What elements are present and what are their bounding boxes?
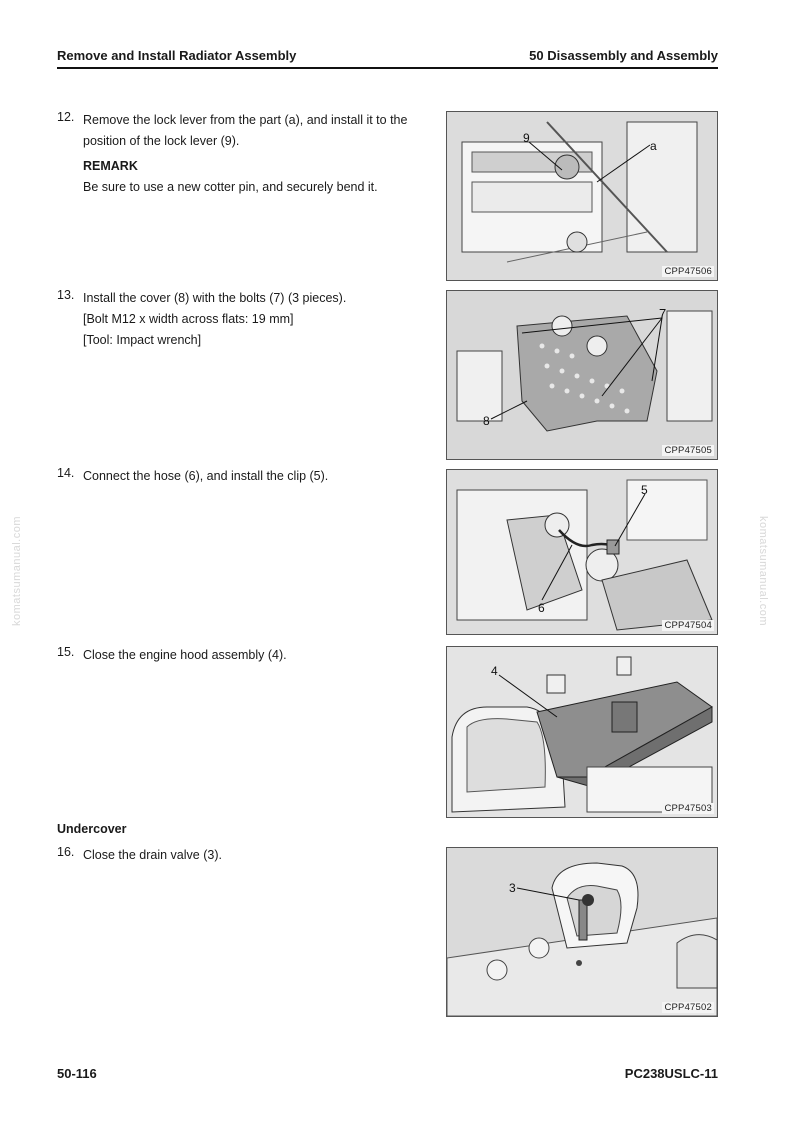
step-number: 13. [57, 288, 75, 302]
step-text: Close the engine hood assembly (4). [83, 648, 287, 662]
step-text: Connect the hose (6), and install the clip (5). [83, 469, 329, 483]
callout-9: 9 [523, 131, 530, 145]
header-chapter-title: 50 Disassembly and Assembly [529, 48, 718, 63]
step-16 [57, 845, 437, 866]
remark-text: Be sure to use a new cotter pin, and securely bend it. [83, 180, 378, 194]
callout-a: a [650, 139, 657, 153]
step-text: Remove the lock lever from the part (a), and install it to the position of the lock lever (9). [83, 113, 408, 148]
footer-model-name: PC238USLC-11 [624, 1066, 718, 1081]
step-number: 12. [57, 110, 75, 124]
tool-spec: [Tool: Impact wrench] [83, 333, 202, 347]
footer-page-number: 50-116 [57, 1066, 97, 1081]
step-13 [57, 288, 437, 351]
step-number: 15. [57, 645, 75, 659]
step-text: Close the drain valve (3). [83, 848, 222, 862]
watermark-right: komatsumanual.com [757, 516, 769, 626]
figure-cover-bolts [446, 290, 718, 460]
watermark-left: komatsumanual.com [11, 516, 23, 626]
step-15 [57, 645, 437, 666]
step-text: Install the cover (8) with the bolts (7) (3 pieces). [83, 291, 347, 305]
step-number: 14. [57, 466, 75, 480]
bolt-spec: [Bolt M12 x width across flats: 19 mm] [83, 312, 294, 326]
callout-7: 7 [659, 306, 667, 321]
figure-lock-lever [446, 111, 718, 281]
step-14 [57, 466, 437, 487]
figure-drain-valve [446, 847, 718, 1017]
step-number: 16. [57, 845, 75, 859]
callout-6: 6 [538, 601, 545, 615]
figure-code: CPP47503 [664, 803, 712, 814]
figure-hose-clip [446, 469, 718, 635]
figure-engine-hood [446, 646, 718, 818]
callout-8: 8 [483, 414, 490, 428]
remark-title: REMARK [83, 159, 138, 173]
callout-3: 3 [509, 881, 516, 895]
callout-4: 4 [491, 664, 498, 678]
header-section-title: Remove and Install Radiator Assembly [57, 48, 297, 63]
figure-code: CPP47505 [664, 445, 712, 456]
figure-code: CPP47506 [664, 266, 712, 277]
step-12 [57, 110, 437, 198]
header-rule [57, 67, 718, 69]
figure-code: CPP47504 [664, 620, 712, 631]
figure-code: CPP47502 [664, 1002, 712, 1013]
section-title-undercover: Undercover [57, 822, 127, 836]
callout-5: 5 [641, 483, 648, 497]
